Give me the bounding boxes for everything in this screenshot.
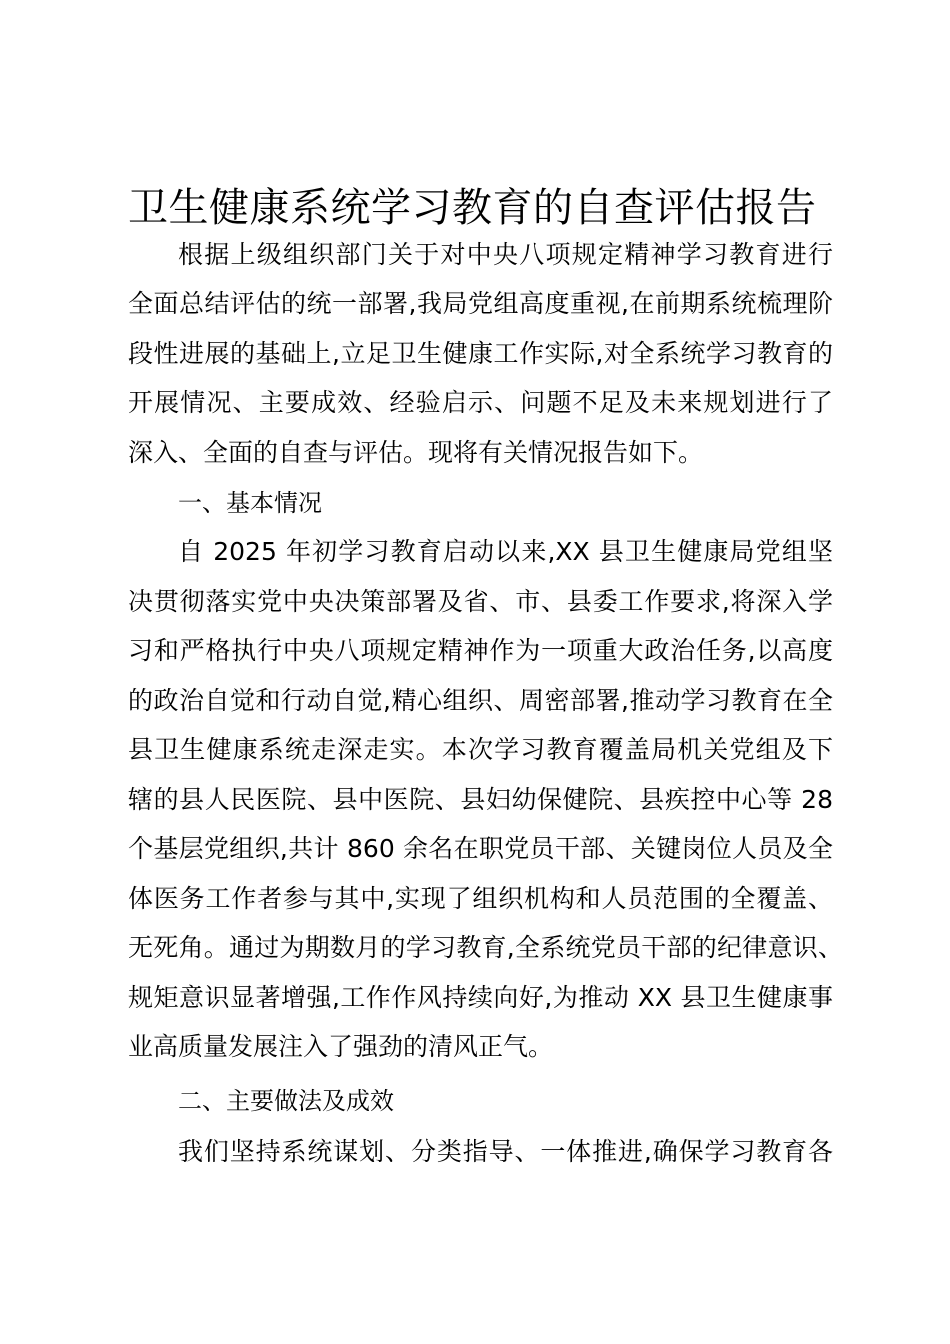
text-line: 我们坚持系统谋划、分类指导、一体推进,确保学习教育各 [178, 1137, 833, 1166]
text-line: 的政治自觉和行动自觉,精心组织、周密部署,推动学习教育在全 [128, 686, 833, 715]
document-title: 卫生健康系统学习教育的自查评估报告 [128, 185, 817, 231]
section-heading-main-practices: 二、主要做法及成效 [178, 1087, 394, 1115]
text-line: 规矩意识显著增强,工作作风持续向好,为推动 XX 县卫生健康事 [128, 983, 833, 1012]
text-line: 段性进展的基础上,立足卫生健康工作实际,对全系统学习教育的 [128, 339, 833, 368]
text-line: 县卫生健康系统走深走实。本次学习教育覆盖局机关党组及下 [128, 735, 833, 764]
text-line: 开展情况、主要成效、经验启示、问题不足及未来规划进行了 [128, 388, 833, 417]
section-heading-basic-situation: 一、基本情况 [178, 489, 322, 517]
text-line: 习和严格执行中央八项规定精神作为一项重大政治任务,以高度 [128, 636, 833, 665]
text-line: 个基层党组织,共计 860 余名在职党员干部、关键岗位人员及全 [128, 834, 833, 863]
text-line: 无死角。通过为期数月的学习教育,全系统党员干部的纪律意识、 [128, 933, 843, 962]
text-line: 业高质量发展注入了强劲的清风正气。 [128, 1032, 554, 1061]
text-line: 辖的县人民医院、县中医院、县妇幼保健院、县疾控中心等 28 [128, 785, 833, 814]
text-line: 全面总结评估的统一部署,我局党组高度重视,在前期系统梳理阶 [128, 289, 833, 318]
text-line: 决贯彻落实党中央决策部署及省、市、县委工作要求,将深入学 [128, 587, 833, 616]
text-line: 深入、全面的自查与评估。现将有关情况报告如下。 [128, 438, 704, 467]
text-line: 体医务工作者参与其中,实现了组织机构和人员范围的全覆盖、 [128, 884, 833, 913]
text-line: 自 2025 年初学习教育启动以来,XX 县卫生健康局党组坚 [178, 537, 833, 566]
text-line: 根据上级组织部门关于对中央八项规定精神学习教育进行 [178, 240, 833, 269]
